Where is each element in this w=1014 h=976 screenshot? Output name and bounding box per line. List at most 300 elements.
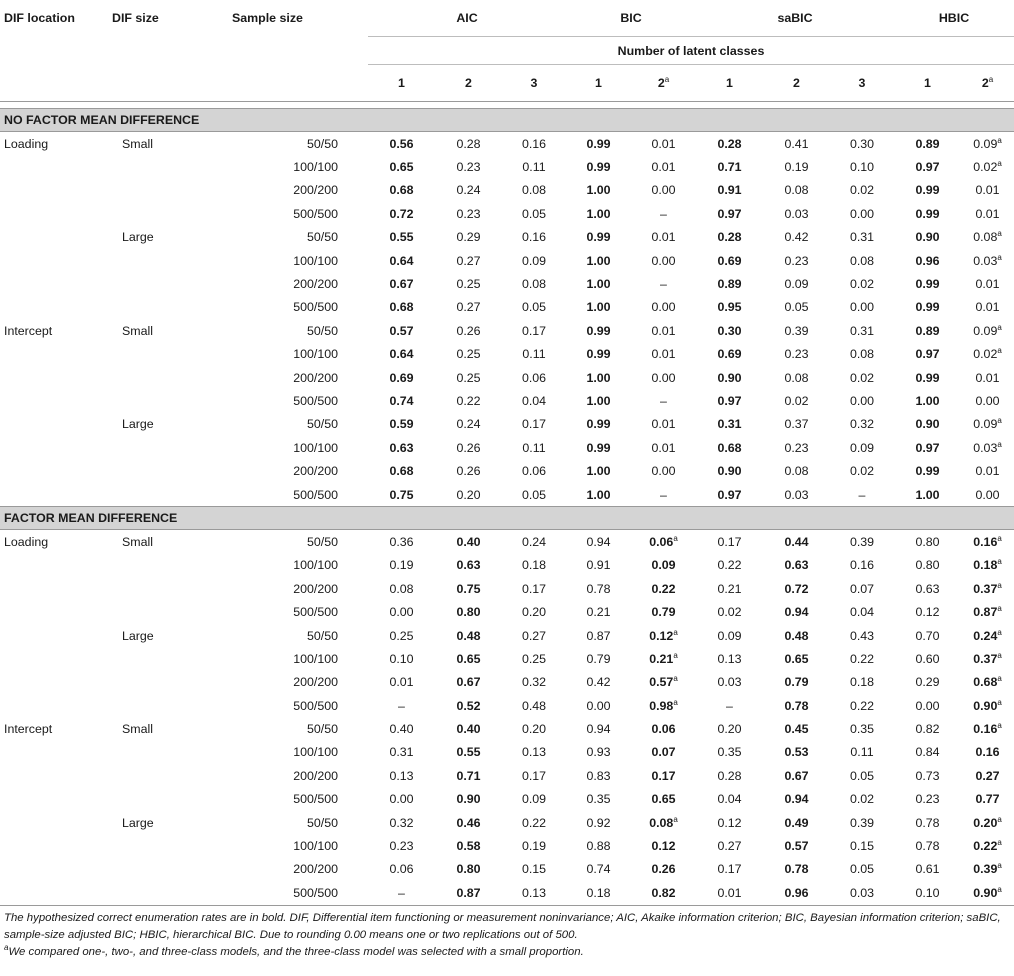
rate-value-cell: 0.25 bbox=[389, 628, 414, 643]
rate-value-cell: 0.00 bbox=[651, 253, 676, 268]
rate-value-cell: 0.02 bbox=[784, 393, 809, 408]
rate-value-cell: 0.89 bbox=[915, 136, 940, 151]
rate-value-cell: 0.07 bbox=[651, 745, 676, 760]
rate-value-cell: 0.23 bbox=[456, 206, 481, 221]
rate-value-cell: 0.99 bbox=[586, 417, 611, 432]
rate-value-cell: 0.08 bbox=[784, 183, 809, 198]
dif-size-cell bbox=[108, 179, 228, 202]
rate-value-cell: 0.40 bbox=[389, 722, 414, 737]
table-body bbox=[0, 102, 1014, 905]
dif-size-cell bbox=[108, 483, 228, 507]
header-class-number bbox=[961, 65, 1014, 102]
rate-value-cell: 0.99 bbox=[586, 440, 611, 455]
header-class-number bbox=[696, 65, 763, 102]
rate-value-cell: 0.26 bbox=[456, 440, 481, 455]
section-header-row bbox=[0, 109, 1014, 132]
rate-value-cell: 0.09$^a$ bbox=[973, 416, 1002, 432]
rate-value-cell: 0.09 bbox=[521, 253, 547, 268]
dif-location-cell bbox=[0, 811, 108, 834]
rate-value-cell: 0.78 bbox=[915, 839, 940, 854]
rate-value-cell: 0.03 bbox=[784, 206, 809, 221]
rate-value-cell: 1.00 bbox=[586, 393, 611, 408]
rate-value-cell: 0.02 bbox=[849, 464, 875, 479]
sample-size-cell: 50/50 bbox=[306, 815, 338, 830]
table-row bbox=[0, 202, 1014, 225]
rate-value-cell: 0.10 bbox=[915, 885, 940, 900]
rate-value-cell: 0.10 bbox=[849, 160, 875, 175]
rate-value-cell: 0.72 bbox=[784, 581, 809, 596]
rate-value-cell: 0.75 bbox=[456, 581, 481, 596]
section-title: FACTOR MEAN DIFFERENCE bbox=[0, 507, 1014, 530]
sample-size-cell: 500/500 bbox=[293, 393, 338, 408]
rate-value-cell: 0.57 bbox=[784, 839, 809, 854]
dif-size-cell: Small bbox=[122, 136, 153, 151]
rate-value-cell: 0.83 bbox=[586, 768, 611, 783]
dif-size-cell: Small bbox=[122, 323, 153, 338]
sample-size-cell: 100/100 bbox=[293, 347, 338, 362]
rate-value-cell: 0.08 bbox=[849, 253, 875, 268]
dif-location-cell bbox=[0, 788, 108, 811]
rate-value-cell: 0.55 bbox=[456, 745, 481, 760]
rate-value-cell: 0.22 bbox=[456, 393, 481, 408]
rate-value-cell: 0.28 bbox=[717, 230, 742, 245]
header-class-number bbox=[894, 65, 961, 102]
rate-value-cell: 0.63 bbox=[915, 581, 940, 596]
rate-value-cell: 0.00 bbox=[849, 206, 875, 221]
rate-value-cell: 0.90$^a$ bbox=[973, 697, 1002, 713]
rate-value-cell: 0.29 bbox=[456, 230, 481, 245]
header-class-number bbox=[631, 65, 696, 102]
rate-value-cell: – bbox=[660, 393, 667, 408]
rate-value-cell: 0.72 bbox=[389, 206, 414, 221]
dif-size-cell bbox=[108, 881, 228, 904]
table-note-main: The hypothesized correct enumeration rates are in bold. DIF, Differential item functioning or measurement noninvariance; AIC, Akaike information criterion; BIC, Bayesian information criterion; saBIC, sample-size adjusted BIC; HBIC, hierarchical BIC. Due to rounding 0.00 means one or two replications out of 500. bbox=[4, 911, 1001, 941]
rate-value-cell: 0.02 bbox=[849, 792, 875, 807]
rate-value-cell: 0.73 bbox=[915, 768, 940, 783]
rate-value-cell: 0.21 bbox=[717, 581, 742, 596]
rate-value-cell: 0.35 bbox=[849, 722, 875, 737]
dif-size-cell bbox=[108, 389, 228, 412]
rate-value-cell: 0.00 bbox=[849, 300, 875, 315]
rate-value-cell: 0.13 bbox=[717, 651, 742, 666]
table-row bbox=[0, 600, 1014, 623]
header-class-number bbox=[830, 65, 894, 102]
rate-value-cell: 0.01 bbox=[651, 160, 676, 175]
rate-value-cell: 0.20 bbox=[521, 722, 547, 737]
table-header bbox=[0, 0, 1014, 102]
rate-value-cell: 0.17 bbox=[521, 581, 547, 596]
dif-location-cell bbox=[0, 249, 108, 272]
rate-value-cell: 0.90$^a$ bbox=[973, 884, 1002, 900]
sample-size-cell: 200/200 bbox=[293, 675, 338, 690]
sample-size-cell: 100/100 bbox=[293, 558, 338, 573]
rate-value-cell: 0.90 bbox=[915, 417, 940, 432]
rate-value-cell: 0.74 bbox=[389, 393, 414, 408]
rate-value-cell: 0.03$^a$ bbox=[973, 439, 1002, 455]
rate-value-cell: 0.17 bbox=[717, 534, 742, 549]
rate-value-cell: 0.22 bbox=[651, 581, 676, 596]
rate-value-cell: 0.32 bbox=[389, 815, 414, 830]
sample-size-cell: 50/50 bbox=[306, 534, 338, 549]
rate-value-cell: 0.01 bbox=[975, 464, 1000, 479]
rate-value-cell: 0.18 bbox=[849, 675, 875, 690]
rate-value-cell: 0.16 bbox=[975, 745, 1000, 760]
rate-value-cell: 0.24 bbox=[456, 183, 481, 198]
rate-value-cell: 0.01 bbox=[651, 136, 676, 151]
class-number-label: 3 bbox=[530, 76, 538, 90]
rate-value-cell: 0.00 bbox=[651, 183, 676, 198]
dif-location-cell bbox=[0, 296, 108, 319]
class-number-sup: a bbox=[988, 74, 994, 84]
rate-value-cell: 0.16 bbox=[849, 558, 875, 573]
rate-value-cell: 0.11 bbox=[850, 745, 874, 760]
rate-value-cell: 0.05 bbox=[521, 300, 547, 315]
rate-value-cell: 0.94 bbox=[784, 792, 809, 807]
sample-size-cell: 50/50 bbox=[306, 136, 338, 151]
rate-value-cell: 0.75 bbox=[389, 487, 414, 502]
rate-value-cell: 0.16 bbox=[521, 230, 547, 245]
rate-value-cell: 0.87 bbox=[456, 885, 481, 900]
rate-value-cell: 0.71 bbox=[717, 160, 742, 175]
sample-size-cell: 50/50 bbox=[306, 230, 338, 245]
rate-value-cell: 1.00 bbox=[586, 253, 611, 268]
sample-size-cell: 200/200 bbox=[293, 768, 338, 783]
rate-value-cell: 0.02 bbox=[849, 370, 875, 385]
rate-value-cell: 0.31 bbox=[717, 417, 742, 432]
header-class-number bbox=[368, 65, 435, 102]
sample-size-cell: 50/50 bbox=[306, 722, 338, 737]
rate-value-cell: 0.22 bbox=[717, 558, 742, 573]
rate-value-cell: 0.90 bbox=[915, 230, 940, 245]
rate-value-cell: 0.63 bbox=[389, 440, 414, 455]
rate-value-cell: 0.74 bbox=[586, 862, 611, 877]
table-row bbox=[0, 436, 1014, 459]
rate-value-cell: 0.28 bbox=[456, 136, 481, 151]
rate-value-cell: 0.43 bbox=[849, 628, 875, 643]
rate-value-cell: 0.23 bbox=[389, 839, 414, 854]
sample-size-cell: 50/50 bbox=[306, 628, 338, 643]
rate-value-cell: 0.67 bbox=[389, 277, 414, 292]
rate-value-cell: 0.24 bbox=[456, 417, 481, 432]
rate-value-cell: 0.92 bbox=[586, 815, 611, 830]
rate-value-cell: 0.22$^a$ bbox=[973, 837, 1002, 854]
rate-value-cell: 0.80 bbox=[915, 558, 940, 573]
rate-value-cell: 0.03 bbox=[784, 487, 809, 502]
rate-value-cell: 0.08 bbox=[521, 183, 547, 198]
table-row bbox=[0, 881, 1014, 904]
rate-value-cell: 0.28 bbox=[717, 136, 742, 151]
rate-value-cell: 0.68 bbox=[717, 440, 742, 455]
rate-value-cell: 0.48 bbox=[456, 628, 481, 643]
rate-value-cell: 0.09 bbox=[784, 277, 809, 292]
rate-value-cell: 0.57$^a$ bbox=[649, 674, 678, 690]
rate-value-cell: 0.18 bbox=[521, 558, 547, 573]
rate-value-cell: 0.03 bbox=[717, 675, 742, 690]
rate-value-cell: 0.25 bbox=[456, 347, 481, 362]
rate-value-cell: 0.00 bbox=[915, 698, 940, 713]
rate-value-cell: 0.37$^a$ bbox=[973, 580, 1002, 596]
rate-value-cell: 0.06 bbox=[521, 370, 547, 385]
dif-location-cell: Loading bbox=[4, 136, 49, 151]
rate-value-cell: 0.23 bbox=[784, 440, 809, 455]
rate-value-cell: 0.17 bbox=[521, 417, 547, 432]
table-row bbox=[0, 788, 1014, 811]
sample-size-cell: 50/50 bbox=[306, 417, 338, 432]
rate-value-cell: 0.39 bbox=[784, 323, 809, 338]
rate-value-cell: 0.12 bbox=[651, 839, 676, 854]
section-header-row bbox=[0, 507, 1014, 530]
rate-value-cell: 0.02 bbox=[717, 605, 742, 620]
rate-value-cell: 0.63 bbox=[784, 558, 809, 573]
rate-value-cell: – bbox=[398, 885, 405, 900]
dif-size-cell bbox=[108, 272, 228, 295]
rate-value-cell: 0.26 bbox=[456, 323, 481, 338]
rate-value-cell: 0.70 bbox=[915, 628, 940, 643]
header-class-number bbox=[435, 65, 502, 102]
rate-value-cell: 0.99 bbox=[915, 300, 940, 315]
rate-value-cell: 0.69 bbox=[389, 370, 414, 385]
rate-value-cell: 0.27 bbox=[456, 300, 481, 315]
table-row bbox=[0, 671, 1014, 694]
sample-size-cell: 500/500 bbox=[293, 885, 338, 900]
sample-size-cell: 100/100 bbox=[293, 651, 338, 666]
rate-value-cell: 0.30 bbox=[717, 323, 742, 338]
section-title: NO FACTOR MEAN DIFFERENCE bbox=[0, 109, 1014, 132]
rate-value-cell: 0.78 bbox=[784, 862, 809, 877]
table-row bbox=[0, 483, 1014, 507]
rate-value-cell: 0.13 bbox=[389, 768, 414, 783]
rate-value-cell: 0.20 bbox=[456, 487, 481, 502]
rate-value-cell: 0.16 bbox=[521, 136, 547, 151]
rate-value-cell: 1.00 bbox=[586, 277, 611, 292]
rate-value-cell: – bbox=[660, 487, 667, 502]
sample-size-cell: 500/500 bbox=[293, 487, 338, 502]
header-dif-size: DIF size bbox=[112, 11, 159, 26]
rate-value-cell: 0.00 bbox=[651, 464, 676, 479]
rate-value-cell: 1.00 bbox=[586, 300, 611, 315]
dif-location-cell bbox=[0, 671, 108, 694]
rate-value-cell: 0.29 bbox=[915, 675, 940, 690]
rate-value-cell: 0.60 bbox=[915, 651, 940, 666]
rate-value-cell: 0.41 bbox=[784, 136, 809, 151]
rate-value-cell: 0.24$^a$ bbox=[973, 627, 1002, 643]
rate-value-cell: 0.80 bbox=[456, 605, 481, 620]
sample-size-cell: 500/500 bbox=[293, 698, 338, 713]
rate-value-cell: 0.05 bbox=[521, 487, 547, 502]
rate-value-cell: 0.87$^a$ bbox=[973, 603, 1002, 620]
rate-value-cell: 0.97 bbox=[717, 487, 742, 502]
rate-value-cell: 0.39 bbox=[849, 534, 875, 549]
rate-value-cell: 0.22 bbox=[849, 698, 875, 713]
sample-size-cell: 100/100 bbox=[293, 745, 338, 760]
dif-size-cell: Large bbox=[122, 628, 154, 643]
rate-value-cell: 0.04 bbox=[717, 792, 742, 807]
rate-value-cell: 0.06$^a$ bbox=[649, 533, 678, 549]
rate-value-cell: 0.97 bbox=[915, 440, 940, 455]
rate-value-cell: 0.68 bbox=[389, 464, 414, 479]
rate-value-cell: 0.05 bbox=[784, 300, 809, 315]
rate-value-cell: 0.93 bbox=[586, 745, 611, 760]
sample-size-cell: 200/200 bbox=[293, 862, 338, 877]
dif-location-cell bbox=[0, 202, 108, 225]
rate-value-cell: 0.88 bbox=[586, 839, 611, 854]
sample-size-cell: 500/500 bbox=[293, 792, 338, 807]
table-row bbox=[0, 624, 1014, 647]
rate-value-cell: 0.78 bbox=[915, 815, 940, 830]
rate-value-cell: 0.61 bbox=[915, 862, 940, 877]
table-row bbox=[0, 366, 1014, 389]
dif-location-cell bbox=[0, 459, 108, 482]
rate-value-cell: 0.99 bbox=[586, 136, 611, 151]
rate-value-cell: 0.08 bbox=[849, 347, 875, 362]
rate-value-cell: 0.00 bbox=[651, 300, 676, 315]
rate-value-cell: 0.26 bbox=[456, 464, 481, 479]
rate-value-cell: 0.91 bbox=[717, 183, 742, 198]
table-row bbox=[0, 694, 1014, 717]
rate-value-cell: 0.12 bbox=[915, 605, 940, 620]
dif-location-cell bbox=[0, 577, 108, 600]
rate-value-cell: 0.12 bbox=[717, 815, 742, 830]
rate-value-cell: 0.80 bbox=[915, 534, 940, 549]
class-number-label: 2 bbox=[465, 76, 472, 90]
rate-value-cell: 0.79 bbox=[651, 605, 676, 620]
rate-value-cell: 0.97 bbox=[717, 393, 742, 408]
rate-value-cell: 0.79 bbox=[586, 651, 611, 666]
rate-value-cell: 0.25 bbox=[456, 370, 481, 385]
table-row bbox=[0, 834, 1014, 857]
sample-size-cell: 100/100 bbox=[293, 253, 338, 268]
rate-value-cell: 0.09 bbox=[521, 792, 547, 807]
rate-value-cell: 0.52 bbox=[456, 698, 481, 713]
rate-value-cell: 0.13 bbox=[521, 885, 547, 900]
rate-value-cell: 0.99 bbox=[915, 277, 940, 292]
table-row bbox=[0, 554, 1014, 577]
table-row bbox=[0, 413, 1014, 436]
rate-value-cell: 0.04 bbox=[849, 605, 875, 620]
rate-value-cell: 0.40 bbox=[456, 534, 481, 549]
rate-value-cell: 0.32 bbox=[521, 675, 547, 690]
rate-value-cell: 1.00 bbox=[586, 370, 611, 385]
table-row bbox=[0, 717, 1014, 740]
rate-value-cell: – bbox=[858, 487, 866, 502]
dif-size-cell bbox=[108, 647, 228, 670]
header-criterion-aic: AIC bbox=[368, 0, 566, 37]
rate-value-cell: 0.99 bbox=[586, 323, 611, 338]
class-number-label: 1 bbox=[398, 76, 405, 90]
dif-size-cell bbox=[108, 671, 228, 694]
dif-location-cell bbox=[0, 881, 108, 904]
rate-value-cell: 0.87 bbox=[586, 628, 611, 643]
rate-value-cell: 0.05 bbox=[849, 768, 875, 783]
table-row bbox=[0, 858, 1014, 881]
dif-size-cell bbox=[108, 858, 228, 881]
header-dif-location: DIF location bbox=[4, 11, 75, 26]
rate-value-cell: 0.27 bbox=[717, 839, 742, 854]
dif-location-cell bbox=[0, 647, 108, 670]
rate-value-cell: 0.44 bbox=[784, 534, 809, 549]
rate-value-cell: 0.68 bbox=[389, 183, 414, 198]
rate-value-cell: 0.95 bbox=[717, 300, 742, 315]
rate-value-cell: 0.23 bbox=[784, 347, 809, 362]
rate-value-cell: 0.37$^a$ bbox=[973, 650, 1002, 666]
rate-value-cell: 0.25 bbox=[456, 277, 481, 292]
rate-value-cell: 0.04 bbox=[521, 393, 547, 408]
rate-value-cell: 0.64 bbox=[389, 347, 414, 362]
class-number-label: 2 bbox=[657, 76, 665, 90]
dif-size-cell bbox=[108, 366, 228, 389]
rate-value-cell: 0.11 bbox=[522, 347, 546, 362]
rate-value-cell: 0.82 bbox=[651, 885, 676, 900]
rate-value-cell: 1.00 bbox=[915, 393, 940, 408]
rate-value-cell: 0.27 bbox=[975, 768, 1000, 783]
rate-value-cell: 0.01 bbox=[717, 885, 742, 900]
dif-size-cell bbox=[108, 436, 228, 459]
rate-value-cell: 0.00 bbox=[849, 393, 875, 408]
rate-value-cell: 0.91 bbox=[586, 558, 611, 573]
rate-value-cell: 0.35 bbox=[586, 792, 611, 807]
header-latent-classes: Number of latent classes bbox=[368, 37, 1014, 65]
rate-value-cell: 0.00 bbox=[389, 605, 414, 620]
table-row bbox=[0, 226, 1014, 249]
rate-value-cell: 0.53 bbox=[784, 745, 809, 760]
rate-value-cell: 1.00 bbox=[586, 464, 611, 479]
rate-value-cell: 0.00 bbox=[975, 487, 1000, 502]
rate-value-cell: 0.97 bbox=[717, 206, 742, 221]
rate-value-cell: – bbox=[660, 206, 667, 221]
dif-size-cell bbox=[108, 577, 228, 600]
rate-value-cell: 0.71 bbox=[456, 768, 481, 783]
dif-size-cell: Small bbox=[122, 534, 153, 549]
rate-value-cell: 0.94 bbox=[586, 534, 611, 549]
rate-value-cell: 0.80 bbox=[456, 862, 481, 877]
rate-value-cell: 0.35 bbox=[717, 745, 742, 760]
rate-value-cell: 0.67 bbox=[456, 675, 481, 690]
rate-value-cell: 0.05 bbox=[849, 862, 875, 877]
dif-size-cell: Large bbox=[122, 417, 154, 432]
rate-value-cell: 0.00 bbox=[975, 393, 1000, 408]
rate-value-cell: 0.48 bbox=[521, 698, 547, 713]
rate-value-cell: 0.37 bbox=[784, 417, 809, 432]
rate-value-cell: 0.09$^a$ bbox=[973, 322, 1002, 338]
rate-value-cell: 0.97 bbox=[915, 347, 940, 362]
header-criterion-bic: BIC bbox=[566, 0, 696, 37]
rate-value-cell: 0.11 bbox=[522, 160, 546, 175]
rate-value-cell: 0.19 bbox=[389, 558, 414, 573]
rate-value-cell: 0.03 bbox=[849, 885, 875, 900]
dif-location-cell bbox=[0, 179, 108, 202]
rate-value-cell: 0.01 bbox=[651, 323, 676, 338]
table-row bbox=[0, 272, 1014, 295]
rate-value-cell: 0.31 bbox=[849, 230, 875, 245]
rate-value-cell: 0.20 bbox=[521, 605, 547, 620]
dif-location-cell bbox=[0, 389, 108, 412]
dif-size-cell bbox=[108, 834, 228, 857]
rate-value-cell: 0.20$^a$ bbox=[973, 814, 1002, 830]
dif-size-cell bbox=[108, 694, 228, 717]
dif-size-cell bbox=[108, 296, 228, 319]
table-row bbox=[0, 389, 1014, 412]
rate-value-cell: 0.32 bbox=[849, 417, 875, 432]
rate-value-cell: 0.06 bbox=[389, 862, 414, 877]
dif-size-cell: Large bbox=[122, 815, 154, 830]
rate-value-cell: 0.58 bbox=[456, 839, 481, 854]
rate-value-cell: 0.06 bbox=[521, 464, 547, 479]
sample-size-cell: 200/200 bbox=[293, 464, 338, 479]
rate-value-cell: 0.96 bbox=[784, 885, 809, 900]
dif-location-cell: Intercept bbox=[4, 722, 53, 737]
table-row bbox=[0, 296, 1014, 319]
rate-value-cell: 0.01 bbox=[975, 206, 1000, 221]
